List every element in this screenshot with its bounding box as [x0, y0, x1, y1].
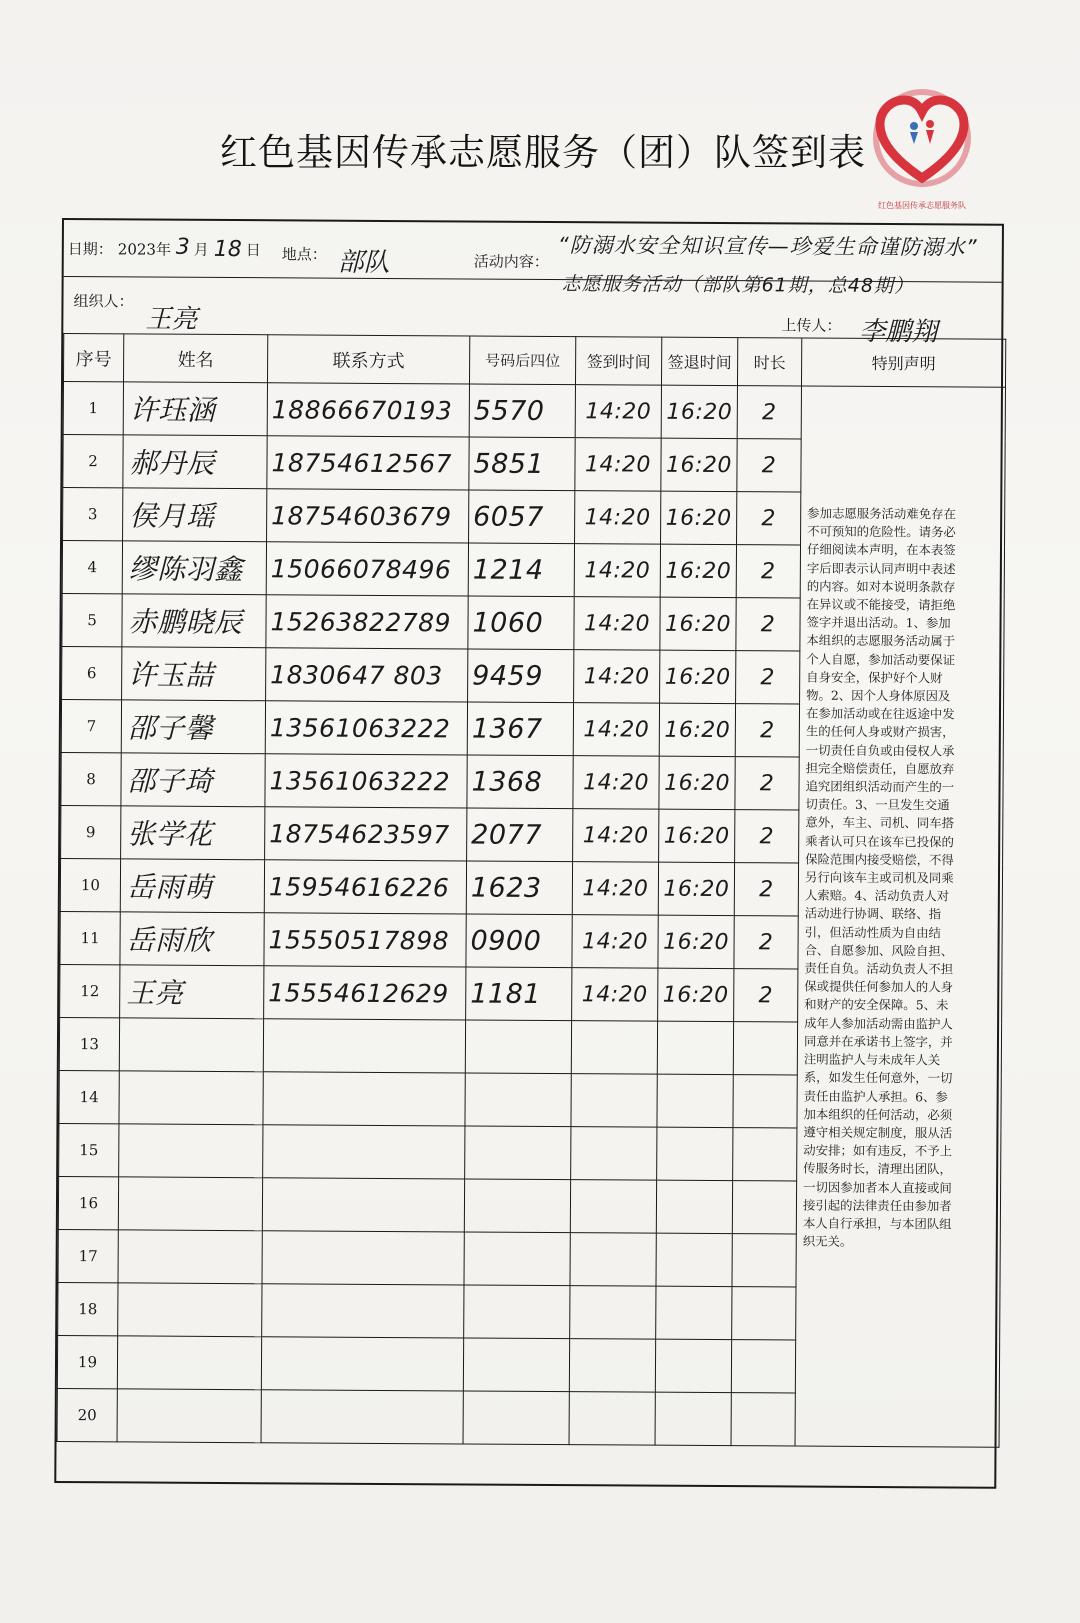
phone-last4: 1623 — [466, 861, 572, 915]
phone-last4 — [464, 1232, 570, 1286]
date-month-unit: 月 — [193, 240, 209, 259]
row-index: 14 — [59, 1070, 119, 1123]
sign-in-time: 14:20 — [575, 491, 661, 545]
row-index: 19 — [57, 1335, 117, 1388]
uploader-value: 李鹏翔 — [859, 316, 938, 348]
sign-out-time — [655, 1339, 731, 1392]
row-index: 18 — [58, 1282, 118, 1335]
sign-in-table — [57, 333, 1007, 1448]
sign-in-table-frame — [54, 218, 1004, 1489]
row-index: 13 — [59, 1018, 119, 1071]
contact-phone — [261, 1390, 463, 1444]
phone-last4 — [463, 1338, 569, 1392]
phone-last4: 9459 — [468, 649, 574, 703]
sign-out-time: 16:20 — [660, 597, 736, 650]
row-index: 5 — [62, 594, 122, 647]
col-header-sign-out-time: 签退时间 — [661, 337, 737, 385]
volunteer-name — [119, 1124, 263, 1178]
phone-last4: 1181 — [466, 967, 572, 1021]
row-index: 9 — [61, 806, 121, 859]
row-index: 6 — [62, 647, 122, 700]
contact-phone: 15066078496 — [266, 542, 468, 596]
sign-out-time: 16:20 — [659, 756, 735, 809]
duration — [733, 1022, 797, 1075]
row-index: 1 — [63, 382, 123, 435]
sign-out-time — [656, 1233, 732, 1286]
volunteer-name: 郝丹辰 — [123, 435, 267, 489]
volunteer-name: 张学花 — [121, 806, 265, 860]
location-value: 部队 — [337, 247, 390, 279]
duration — [731, 1340, 795, 1393]
activity-line2: 志愿服务活动（部队第61期，总48期） — [561, 273, 915, 298]
sign-in-time: 14:20 — [574, 544, 660, 598]
sheet-title: 红色基因传承志愿服务（团）队签到表 — [220, 131, 866, 174]
phone-last4: 1060 — [468, 596, 574, 650]
col-header-declaration: 特别声明 — [801, 338, 1005, 387]
contact-phone — [263, 1019, 465, 1073]
activity-line1: “防溺水安全知识宣传—珍爱生命谨防溺水” — [557, 233, 978, 260]
volunteer-name: 岳雨萌 — [120, 859, 264, 913]
table-body — [57, 382, 1005, 1448]
contact-phone — [262, 1231, 464, 1285]
duration — [733, 1128, 797, 1181]
duration: 2 — [735, 757, 799, 810]
sign-out-time — [655, 1392, 731, 1445]
row-index: 3 — [63, 488, 123, 541]
declaration-cell — [795, 386, 1005, 1447]
sign-out-time: 16:20 — [660, 650, 736, 703]
volunteer-name: 赤鹏晓辰 — [122, 594, 266, 648]
contact-phone: 13561063222 — [265, 701, 467, 755]
heart-logo-icon — [862, 82, 982, 227]
duration: 2 — [737, 439, 801, 492]
sign-in-time: 14:20 — [573, 703, 659, 757]
contact-phone: 15550517898 — [264, 913, 466, 967]
sign-in-time — [569, 1339, 655, 1393]
sign-out-time: 16:20 — [661, 491, 737, 544]
contact-phone — [263, 1072, 465, 1126]
duration — [733, 1075, 797, 1128]
volunteer-name — [118, 1177, 262, 1231]
volunteer-name: 邵子馨 — [121, 700, 265, 754]
col-header-contact: 联系方式 — [267, 335, 469, 384]
sign-out-time — [657, 1074, 733, 1127]
volunteer-name — [118, 1283, 262, 1337]
duration — [732, 1181, 796, 1234]
organizer-label: 组织人： — [73, 292, 134, 311]
contact-phone: 15554612629 — [264, 966, 466, 1020]
sign-in-time: 14:20 — [572, 862, 658, 916]
col-header-duration: 时长 — [737, 338, 801, 386]
row-index: 8 — [61, 753, 121, 806]
phone-last4: 0900 — [466, 914, 572, 968]
row-index: 20 — [57, 1388, 117, 1441]
volunteer-name: 许珏涵 — [123, 382, 267, 436]
duration: 2 — [735, 810, 799, 863]
sign-out-time: 16:20 — [661, 385, 737, 438]
contact-phone — [262, 1178, 464, 1232]
sign-out-time: 16:20 — [660, 544, 736, 597]
volunteer-name — [119, 1018, 263, 1072]
volunteer-name: 侯月瑶 — [123, 488, 267, 542]
sign-in-time — [570, 1286, 656, 1340]
sign-out-time: 16:20 — [661, 438, 737, 491]
phone-last4 — [464, 1285, 570, 1339]
phone-last4: 1368 — [467, 755, 573, 809]
sign-in-time — [570, 1180, 656, 1234]
sign-in-time: 14:20 — [572, 915, 658, 969]
volunteer-name — [119, 1071, 263, 1125]
row-index: 12 — [60, 965, 120, 1018]
phone-last4 — [463, 1391, 569, 1445]
activity-label: 活动内容： — [473, 252, 549, 271]
row-index: 4 — [62, 541, 122, 594]
contact-phone — [261, 1337, 463, 1391]
volunteer-name: 缪陈羽鑫 — [122, 541, 266, 595]
duration: 2 — [736, 545, 800, 598]
volunteer-name — [118, 1230, 262, 1284]
table-row — [63, 382, 1005, 441]
sign-in-time: 14:20 — [572, 968, 658, 1022]
contact-phone: 15263822789 — [266, 595, 468, 649]
sign-in-time: 14:20 — [573, 809, 659, 863]
phone-last4: 5570 — [469, 384, 575, 438]
sign-in-time — [571, 1021, 657, 1075]
organizer-value: 王亮 — [145, 304, 198, 335]
date-label: 日期： — [67, 240, 113, 259]
row-index: 7 — [61, 700, 121, 753]
sign-in-time — [570, 1233, 656, 1287]
sign-out-time: 16:20 — [658, 968, 734, 1021]
duration: 2 — [734, 969, 798, 1022]
heart-logo-graphic — [862, 82, 982, 200]
sign-out-time: 16:20 — [659, 809, 735, 862]
sign-out-time: 16:20 — [658, 862, 734, 915]
date-year: 2023年 — [117, 240, 172, 259]
sign-in-time: 14:20 — [573, 756, 659, 810]
contact-phone: 18754612567 — [267, 436, 469, 490]
contact-phone: 13561063222 — [265, 754, 467, 808]
volunteer-name: 岳雨欣 — [120, 912, 264, 966]
sign-in-time: 14:20 — [575, 438, 661, 492]
col-header-name: 姓名 — [124, 334, 268, 383]
duration — [732, 1234, 796, 1287]
duration — [731, 1393, 795, 1446]
row-index: 17 — [58, 1229, 118, 1282]
col-header-sign-in-time: 签到时间 — [575, 337, 661, 386]
logo-caption: 红色基因传承志愿服务队 — [878, 201, 966, 210]
contact-phone: 18754623597 — [265, 807, 467, 861]
duration: 2 — [737, 386, 801, 439]
sign-in-time — [571, 1127, 657, 1181]
sign-in-time: 14:20 — [574, 650, 660, 704]
contact-phone — [262, 1284, 464, 1338]
sign-out-time — [657, 1021, 733, 1074]
table-header-row — [64, 334, 1006, 388]
volunteer-name: 许玉喆 — [122, 647, 266, 701]
volunteer-name — [117, 1336, 261, 1390]
sign-in-time — [571, 1074, 657, 1128]
contact-phone: 15954616226 — [264, 860, 466, 914]
volunteer-name: 邵子琦 — [121, 753, 265, 807]
duration: 2 — [736, 651, 800, 704]
phone-last4 — [465, 1020, 571, 1074]
volunteer-name — [117, 1389, 261, 1443]
contact-phone: 18866670193 — [267, 383, 469, 437]
row-index: 10 — [60, 859, 120, 912]
sign-in-time: 14:20 — [575, 385, 661, 439]
phone-last4 — [464, 1179, 570, 1233]
col-header-index: 序号 — [64, 334, 124, 382]
row-index: 2 — [63, 435, 123, 488]
sign-out-time: 16:20 — [658, 915, 734, 968]
uploader-label: 上传人： — [781, 316, 842, 335]
row-index: 16 — [58, 1176, 118, 1229]
date-day-value: 18 — [213, 236, 242, 263]
sign-in-time: 14:20 — [574, 597, 660, 651]
row-index: 15 — [59, 1123, 119, 1176]
duration: 2 — [736, 598, 800, 651]
sign-out-time — [656, 1286, 732, 1339]
col-header-last4: 号码后四位 — [469, 336, 575, 385]
phone-last4 — [465, 1126, 571, 1180]
phone-last4: 6057 — [469, 490, 575, 544]
date-month-value: 3 — [175, 234, 190, 260]
duration — [732, 1287, 796, 1340]
duration: 2 — [737, 492, 801, 545]
contact-phone: 1830647 803 — [266, 648, 468, 702]
row-index: 11 — [60, 912, 120, 965]
location-label: 地点： — [281, 245, 327, 264]
phone-last4: 1214 — [468, 543, 574, 597]
phone-last4: 2077 — [467, 808, 573, 862]
declaration-text: 参加志愿服务活动难免存在不可预知的危险性。请务必仔细阅读本声明，在本表签字后即表示认同声明中表述的内容。如对本说明条款存在异议或不能接受，请拒绝签字并退出活动。1、参加本组织的志愿服务活动属于个人自愿，参加活动要保证自身安全，保护好个人财物。2、因个人身体原因及在参加活动或在往返途中发生的任何人身或财产损害，一切责任自负或由侵权人承担完全赔偿责任，自愿放弃追究团组织活动而产生的一切责任。3、一旦发生交通意外，车主、司机、同车搭乘者认可只在该车已投保的保险范围内接受赔偿，不得另行向该车主或司机及同乘人索赔。4、活动负责人对活动进行协调、联络、指引，但活动性质为自由结合、自愿参加、风险自担、责任自负。活动负责人不担保或提供任何参加人的人身和财产的安全保障。5、未成年人参加活动需由监护人同意并在承诺书上签字，并注明监护人与未成年人关系，如发生任何意外，一切责任由监护人承担。6、参加本组织的任何活动，必须遵守相关规定制度，服从活动安排；如有违反，不予上传服务时长，清理出团队，一切因参加者本人直接或间接引起的法律责任由参加者本人自行承担，与本团队组织无关。 — [802, 505, 956, 1249]
sign-out-time — [656, 1180, 732, 1233]
duration: 2 — [735, 704, 799, 757]
phone-last4: 1367 — [467, 702, 573, 756]
sign-out-time — [657, 1127, 733, 1180]
sign-in-time — [569, 1392, 655, 1446]
volunteer-name: 王亮 — [120, 965, 264, 1019]
duration: 2 — [734, 863, 798, 916]
contact-phone: 18754603679 — [267, 489, 469, 543]
phone-last4: 5851 — [469, 437, 575, 491]
sign-out-time: 16:20 — [659, 703, 735, 756]
duration: 2 — [734, 916, 798, 969]
date-day-unit: 日 — [245, 241, 261, 260]
contact-phone — [263, 1125, 465, 1179]
phone-last4 — [465, 1073, 571, 1127]
